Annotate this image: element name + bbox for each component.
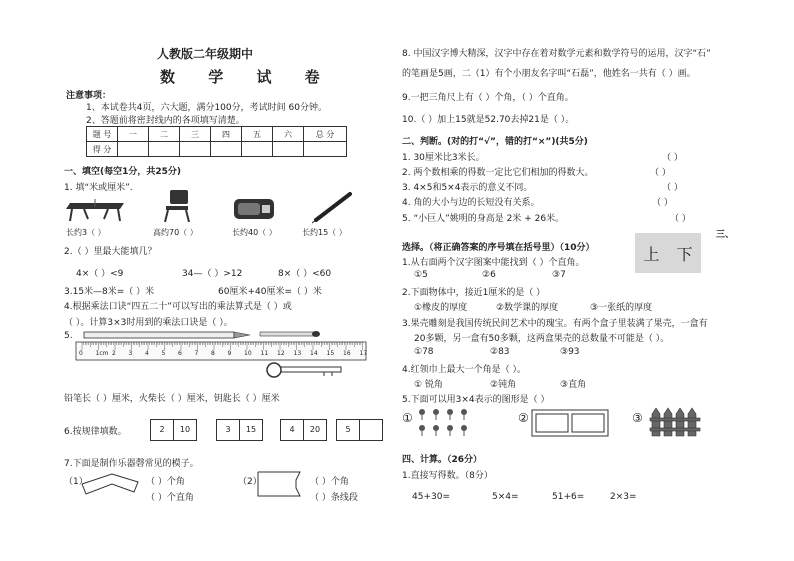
character: 上 <box>643 244 660 264</box>
score-header: 四 <box>211 127 242 142</box>
question-7: 7.下面是制作乐器磬常见的模子。 <box>64 459 199 469</box>
question-5: 5. <box>64 331 73 341</box>
q7-p1-angles: （ ）个角 <box>146 477 185 487</box>
squares-figure <box>530 406 614 440</box>
question-4a: 4.根据乘法口诀“四五二十”可以写出的乘法算式是（ ）或 <box>64 302 292 312</box>
question-1: 1. 填“米或厘米”. <box>64 183 133 193</box>
question-9: 9.一把三角尺上有（ ）个角，（ ）个直角。 <box>402 93 574 103</box>
pattern-value: 10 <box>173 420 196 440</box>
choice-option: ② <box>518 411 529 425</box>
choice-option: ②83 <box>490 347 510 357</box>
ruler-number: 2 <box>112 350 116 357</box>
ruler-number: 12 <box>277 350 285 357</box>
choice-3a: 3.果壳雕刻是我国传统民间艺术中的瑰宝。有两个盒子里装满了果壳，一盒有 <box>402 319 708 329</box>
choice-option: ②数学课的厚度 <box>496 303 559 313</box>
choice-option: ②钝角 <box>490 380 517 390</box>
question-6: 6.按规律填数。 <box>64 427 127 437</box>
choice-option: ③7 <box>552 270 566 280</box>
ruler-number: 7 <box>194 350 199 357</box>
choice-option: ①5 <box>414 270 428 280</box>
ruler-number: 5 <box>161 350 166 357</box>
pattern-value: 20 <box>303 420 326 440</box>
judge-item: 4. 角的大小与边的长短没有关系。 <box>402 198 540 208</box>
score-header: 一 <box>118 127 149 142</box>
section1-title: 一、填空(每空1分，共25分) <box>64 167 182 177</box>
pattern-box <box>280 419 327 441</box>
calc-item: 51+6= <box>552 492 585 502</box>
calc-item: 5×4= <box>492 492 519 502</box>
ruler-number: 9 <box>227 350 232 357</box>
pattern-value: 2 <box>159 425 165 434</box>
score-header: 五 <box>242 127 273 142</box>
ruler-number: 10 <box>244 350 252 357</box>
score-row-label: 得 分 <box>87 142 118 157</box>
score-header: 六 <box>273 127 304 142</box>
ruler-number: 13 <box>293 350 302 357</box>
fence-figure <box>648 406 708 438</box>
choice-4: 4.红领巾上最大一个角是（ ）。 <box>402 365 526 375</box>
section4-question-1: 1.直接写得数。（8分） <box>402 471 493 481</box>
score-header: 三 <box>180 127 211 142</box>
question-2: 2.（ ）里最大能填几？ <box>64 247 157 257</box>
choice-option: ① <box>402 411 413 425</box>
score-cell[interactable] <box>118 142 149 157</box>
calc-item: 2×3= <box>610 492 637 502</box>
choice-option: ②6 <box>482 270 496 280</box>
chime-shape-2 <box>256 470 306 500</box>
q3-item: 60厘米+40厘米=（ ）米 <box>218 287 322 297</box>
character-box <box>635 233 701 273</box>
choice-3b: 20多颗，另一盒有50多颗，这两盒果壳的总数量不可能是（ ）。 <box>414 334 670 344</box>
pen-icon <box>312 190 354 224</box>
judge-item: 5. “小巨人”姚明的身高是 2米 + 26米。 <box>402 214 565 224</box>
ruler-number: 0 <box>79 350 83 357</box>
q2-item: 34—（ ）>12 <box>182 269 243 279</box>
score-table <box>86 126 347 157</box>
chime-shape-1 <box>80 470 140 496</box>
ping-pong-table-icon <box>66 195 128 223</box>
section4-title: 四、计算。（26分） <box>402 455 483 465</box>
q3-item: 3.15米—8米=（ ）米 <box>64 287 155 297</box>
notes-title: 注意事项： <box>66 91 112 101</box>
judge-item: 1. 30厘米比3米长。 <box>402 153 485 163</box>
pattern-box <box>216 419 263 441</box>
score-cell[interactable] <box>273 142 304 157</box>
choice-1: 1.从右面两个汉字图案中能找到（ ）个直角。 <box>402 258 585 268</box>
ruler-number: 16 <box>343 350 351 357</box>
section3-title: 选择。（将正确答案的序号填在括号里）（10分） <box>402 243 595 253</box>
speaker-icon <box>232 195 278 223</box>
score-header: 总 分 <box>304 127 347 142</box>
pic-label: 长约15（ ） <box>302 228 347 237</box>
ruler-number: 3 <box>128 350 133 357</box>
pattern-value: 3 <box>225 425 231 434</box>
question-8b: 的笔画是5画，二（1）有个小朋友名字叫“石磊”，他姓名一共有（ ）画。 <box>402 69 696 79</box>
character: 下 <box>676 244 693 264</box>
ruler-number: 6 <box>178 350 182 357</box>
q7-p2-angles: （ ）个角 <box>310 477 349 487</box>
question-8a: 8. 中国汉字博大精深，汉字中存在着对数学元素和数学符号的运用，汉字“石” <box>402 49 711 59</box>
choice-2: 2.下面物体中，接近1厘米的是（ ） <box>402 288 546 298</box>
judge-blank[interactable]: （ ） <box>662 153 683 163</box>
ruler-number: 4 <box>145 350 149 357</box>
ruler-number: 15 <box>326 350 335 357</box>
question-10: 10.（ ）加上15就是52.70去掉21是（ ）。 <box>402 115 575 125</box>
q7-part-2: （2） <box>238 477 262 487</box>
score-cell[interactable] <box>304 142 347 157</box>
question-5-answer: 铅笔长（ ）厘米，火柴长（ ）厘米，钥匙长（ ）厘米 <box>64 394 280 404</box>
q7-p1-right-angles: （ ）个直角 <box>146 493 194 503</box>
ruler-number: 8 <box>211 350 215 357</box>
score-cell[interactable] <box>211 142 242 157</box>
question-4b: （ ）。计算3×3时用到的乘法口诀是（ ）。 <box>64 318 233 328</box>
pattern-value: 4 <box>289 425 295 434</box>
ruler-number: 11 <box>260 350 269 357</box>
score-header: 题 号 <box>87 127 118 142</box>
judge-item: 3. 4×5和5×4表示的意义不同。 <box>402 183 533 193</box>
score-cell[interactable] <box>180 142 211 157</box>
choice-option: ③直角 <box>560 380 587 390</box>
choice-option: ① 锐角 <box>414 380 443 390</box>
q7-p2-segments: （ ）条线段 <box>310 493 358 503</box>
choice-5: 5.下面可以用3×4表示的图形是（ ） <box>402 395 550 405</box>
note-1: 1、本试卷共4页，六大题，满分100分，考试时间 60分钟。 <box>86 103 327 113</box>
score-cell[interactable] <box>242 142 273 157</box>
pattern-box <box>336 419 383 441</box>
pic-label: 高约70（ ） <box>153 228 198 237</box>
chair-icon <box>160 188 194 224</box>
pattern-answer[interactable] <box>359 420 382 440</box>
ruler-number: 1cm <box>95 350 109 357</box>
calc-item: 45+30= <box>412 492 450 502</box>
flowers-figure <box>414 406 498 438</box>
exam-title: 人教版二年级期中 <box>157 47 254 61</box>
choice-option: ③一张纸的厚度 <box>590 303 653 313</box>
score-header: 二 <box>149 127 180 142</box>
section3-number: 三、 <box>716 230 735 240</box>
ruler-number: 14 <box>310 350 318 357</box>
exam-subtitle: 数 学 试 卷 <box>160 68 334 86</box>
ruler-number: 17 <box>359 350 368 357</box>
section2-title: 二、判断。(对的打“√”，错的打“×”)(共5分) <box>402 137 588 147</box>
choice-option: ③93 <box>560 347 580 357</box>
judge-blank[interactable]: （ ） <box>652 198 673 208</box>
pic-label: 长约40（ ） <box>232 228 277 237</box>
choice-option: ③ <box>632 411 643 425</box>
judge-blank[interactable]: （ ） <box>670 214 691 224</box>
pattern-value: 15 <box>239 420 262 440</box>
judge-item: 2. 两个数相乘的得数一定比它们相加的得数大。 <box>402 168 594 178</box>
choice-option: ①78 <box>414 347 434 357</box>
score-cell[interactable] <box>149 142 180 157</box>
note-2: 2、答题前将密封线内的各项填写清楚。 <box>86 116 245 126</box>
pic-label: 长约3（ ） <box>66 228 106 237</box>
judge-blank[interactable]: （ ） <box>662 183 683 193</box>
judge-blank[interactable]: （ ） <box>650 168 671 178</box>
choice-option: ①橡皮的厚度 <box>414 303 468 313</box>
pattern-value: 5 <box>345 425 351 434</box>
pattern-box <box>150 419 197 441</box>
q2-item: 8×（ ）<60 <box>278 269 332 279</box>
q7-part-1: （1） <box>64 477 88 487</box>
q2-item: 4×（ ）<9 <box>76 269 124 279</box>
